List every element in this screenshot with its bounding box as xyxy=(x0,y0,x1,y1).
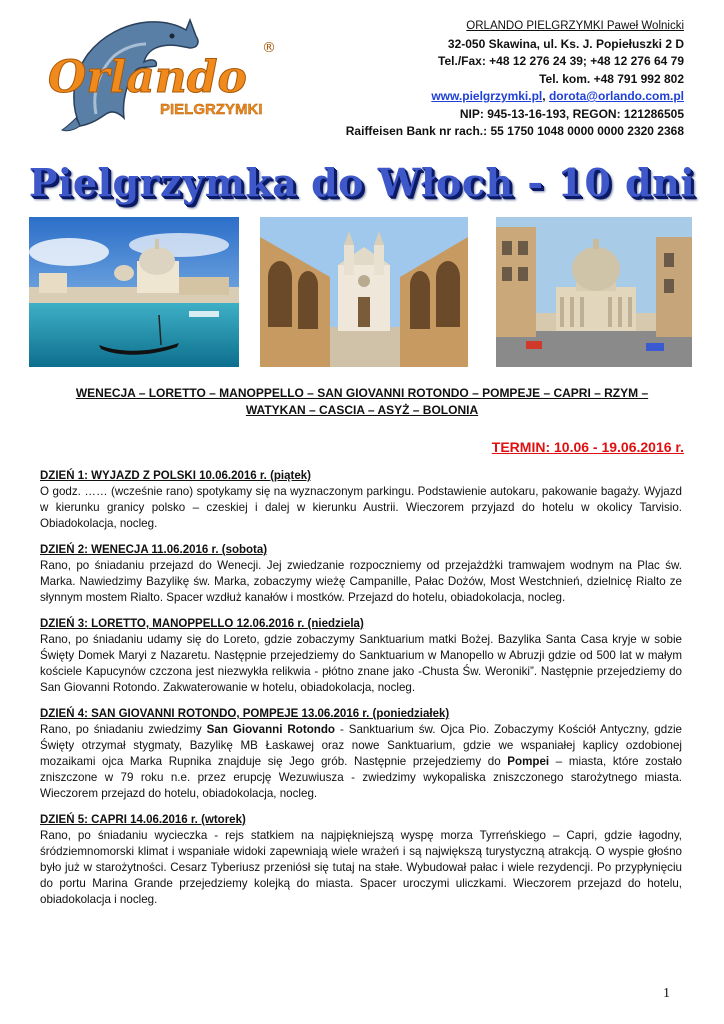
company-web-email xyxy=(304,88,684,106)
link-separator: , xyxy=(542,89,546,103)
day-description: Rano, po śniadaniu wycieczka - rejs statkiem na najpiękniejszą wyspę morza Tyrreńskiego – Capri, gdzie łagodny, śródziemnomorski klimat i wspaniałe widoki zapewniają wiele wrażeń i są największą turystyczną atrakcją. O wyspie głośno było już w starożytności. Cesarz Tyberiusz przeniósł się tutaj na stałe. Wybudował pałac i wiele rezydencji. Po przypłynięciu do portu Marina Grande przejedziemy kolejką do miasta. Spacer uroczymi uliczkami. Wieczorem przejazd do hotelu, obiadokolacja i nocleg. xyxy=(40,829,682,906)
orlando-logo xyxy=(40,14,290,134)
document-title: Pielgrzymka do Włoch - 10 dni xyxy=(28,160,696,205)
company-bank-account: Raiffeisen Bank nr rach.: 55 1750 1048 0000 0000 2320 2368 xyxy=(345,124,684,138)
day-text-part: Rano, po śniadaniu zwiedzimy xyxy=(40,723,207,736)
day-5 xyxy=(40,812,682,908)
day-bold-place: San Giovanni Rotondo xyxy=(206,723,336,736)
day-bold-place: Pompei xyxy=(507,755,550,768)
day-title: DZIEŃ 5: CAPRI 14.06.2016 r. (wtorek) xyxy=(40,814,246,826)
day-text-part: – miasta, które zostało zniszczone w 79 roku n.e. przez erupcję Wezuwiusza - zwiedzimy wykopaliska zniszczonego starożytnego miasta. Wieczorem przejazd do hotelu, obiadokolacja, nocleg. xyxy=(40,755,682,800)
day-3 xyxy=(40,616,682,696)
svg-text:Orlando: Orlando xyxy=(48,52,247,103)
loreto-photo xyxy=(260,217,468,367)
company-mobile: Tel. kom. +48 791 992 802 xyxy=(539,71,684,86)
company-address: 32-050 Skawina, ul. Ks. J. Popiełuszki 2 D xyxy=(447,36,684,51)
day-description: Rano, po śniadaniu udamy się do Loreto, gdzie zobaczymy Sanktuarium matki Bożej. Bazylika Santa Casa kryje w sobie Święty Domek Maryi z Nazaretu. Następnie przejedziemy do Sanktuarium w Manopello w Abruzji gdzie od 500 lat w małym kościele Kapucynów czczona jest niezwykła relikwia - płótno znane jako -Chusta Św. Weroniki”. Następnie przejedziemy do San Giovanni Rotondo. Zakwaterowanie w hotelu, obiadokolacja, nocleg. xyxy=(40,633,682,694)
trip-term: TERMIN: 10.06 - 19.06.2016 r. xyxy=(491,439,684,455)
itinerary xyxy=(40,468,682,918)
venice-photo xyxy=(29,217,239,367)
route-list xyxy=(30,385,694,419)
day-4 xyxy=(40,706,682,802)
day-1 xyxy=(40,468,682,532)
company-telfax: Tel./Fax: +48 12 276 24 39; +48 12 276 64 79 xyxy=(438,54,684,68)
day-description: O godz. …… (wcześnie rano) spotykamy się na wyznaczonym parkingu. Podstawienie autokaru, pakowanie bagaży. Wyjazd w kierunku granicy polsko – czeskiej i dalej w kierunku Austrii. Wieczorem przyjazd do hotelu w okolicy Tarvisio. Obiadokolacja, nocleg. xyxy=(40,485,682,530)
page-number: 1 xyxy=(663,986,670,1001)
route-line-2: WATYKAN – CASCIA – ASYŻ – BOLONIA xyxy=(245,403,479,417)
company-nip-regon: NIP: 945-13-16-193, REGON: 121286505 xyxy=(459,106,684,121)
website-link[interactable]: www.pielgrzymki.pl xyxy=(431,89,543,103)
day-2 xyxy=(40,542,682,606)
day-description xyxy=(40,722,682,802)
day-title: DZIEŃ 1: WYJAZD Z POLSKI 10.06.2016 r. (piątek) xyxy=(40,470,311,482)
day-text-part: - Sanktuarium św. Ojca Pio. Zobaczymy Kościół Antyczny, gdzie Święty otrzymał stygmaty, Bazylikę MB Łaskawej oraz nowe Sanktuarium, gdzie we wspaniałej kaplicy ozdobionej mozaikami ojca Marka Rupnika znajduje się Jego grób. Następnie przejedziemy do xyxy=(40,723,683,768)
svg-text:®: ® xyxy=(262,40,276,56)
svg-text:PIELGRZYMKI: PIELGRZYMKI xyxy=(160,101,263,118)
email-link[interactable]: dorota@orlando.com.pl xyxy=(548,89,684,103)
dolphin-logo-icon xyxy=(40,14,290,134)
day-title: DZIEŃ 3: LORETTO, MANOPPELLO 12.06.2016 r. (niedziela) xyxy=(40,618,364,630)
day-description: Rano, po śniadaniu przejazd do Wenecji. Jej zwiedzanie rozpoczniemy od przejażdżki tramwajem wodnym na Plac św. Marka. Nawiedzimy Bazylikę św. Marka, zobaczymy wieżę Campanille, Pałac Dożów, Most Westchnień, dzielnicę Rialto ze słynnym mostem Rialto. Spacer wzdłuż kanałów i mostków. Przejazd do hotelu, obiadokolacja, nocleg. xyxy=(40,559,682,604)
day-title: DZIEŃ 4: SAN GIOVANNI ROTONDO, POMPEJE 13.06.2016 r. (poniedziałek) xyxy=(40,708,450,720)
route-line-1: WENECJA – LORETTO – MANOPPELLO – SAN GIOVANNI ROTONDO – POMPEJE – CAPRI – RZYM – xyxy=(75,386,649,400)
day-title: DZIEŃ 2: WENECJA 11.06.2016 r. (sobota) xyxy=(40,544,268,556)
company-name: ORLANDO PIELGRZYMKI Paweł Wolnicki xyxy=(466,20,684,32)
vatican-photo xyxy=(496,217,692,367)
contact-block xyxy=(304,18,684,141)
